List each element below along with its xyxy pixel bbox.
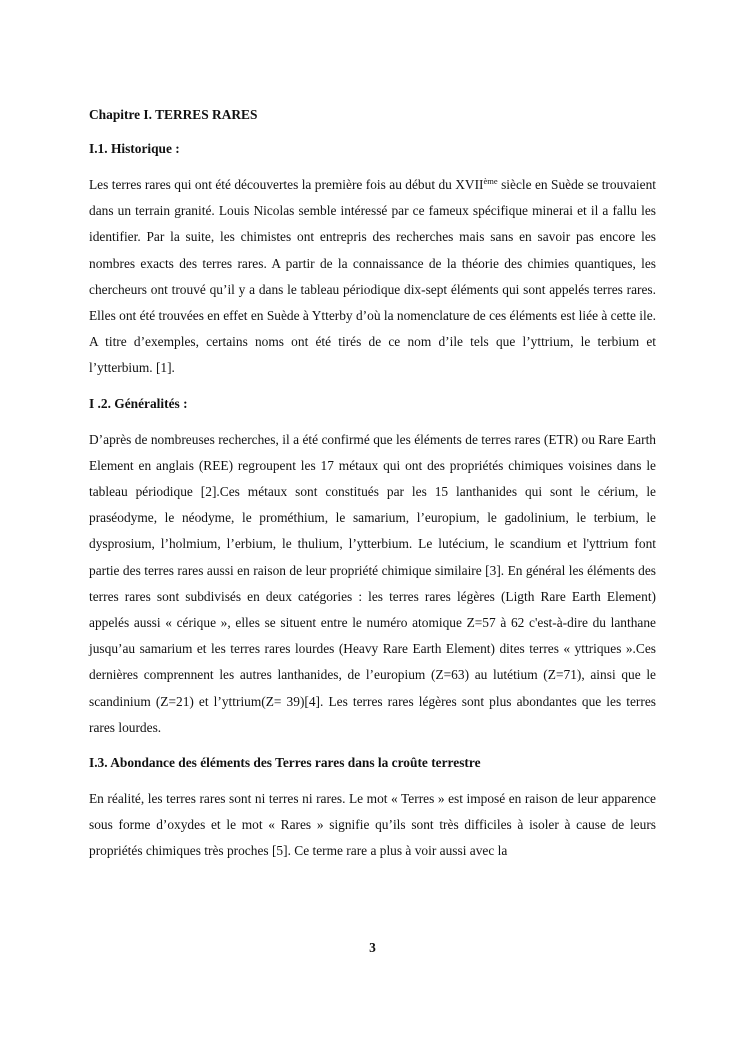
paragraph-text: siècle en Suède se trouvaient dans un terrain granité. Louis Nicolas semble intéressé par ce fameux spécifique minerai et il a fallu les identifier. Par la suite, les chimistes ont entrepris des recherches mais sans en savoir pas encore les nombres exacts des terres rares. A partir de la connaissance de la théorie des chimies quantiques, les chercheurs ont trouvé qu’il y a dans le tableau périodique dix-sept éléments qui sont appelés terres rares. Elles ont été trouvées en effet en Suède à Ytterby d’où la nomenclature de ces éléments est liée à cette ile. A titre d’exemples, certains noms ont été tirés de ce nom d’ile tels que l’yttrium, le terbium et l’ytterbium. [1]. (89, 177, 657, 376)
section-title-historique: I.1. Historique : (89, 141, 180, 156)
section-title-generalites: I .2. Généralités : (89, 395, 188, 411)
paragraph-historique (89, 172, 656, 382)
paragraph-generalites: D’après de nombreuses recherches, il a été confirmé que les éléments de terres rares (ETR) ou Rare Earth Element en anglais (REE) regroupent les 17 métaux qui ont des propriétés chimiques voisines dans le tableau périodique [2].Ces métaux sont constitués par les 15 lanthanides qui sont le cérium, le praséodyme, le néodyme, le prométhium, le samarium, l’europium, le gadolinium, le terbium, le dysprosium, l’holmium, l’erbium, le thulium, l’ytterbium. Le lutécium, le scandium et l'yttrium font partie des terres rares aussi en raison de leur propriété chimique similaire [3]. En général les éléments des terres rares sont subdivisés en deux catégories : les terres rares légères (Ligth Rare Earth Element) appelés aussi « cérique », elles se situent entre le numéro atomique Z=57 à 62 c'est-à-dire du lanthane jusqu’au samarium et les terres rares lourdes (Heavy Rare Earth Element) dites terres « yttriques ».Ces dernières comprennent les autres lanthanides, de l’europium (Z=63) au lutétium (Z=71), ainsi que le scandinium (Z=21) et l’yttrium(Z= 39)[4]. Les terres rares légères sont plus abondantes que les terres rares lourdes. (89, 431, 656, 735)
page-number: 3 (369, 940, 376, 955)
paragraph-text: Les terres rares qui ont été découvertes la première fois au début du XVII (89, 177, 484, 192)
chapter-title: Chapitre I. TERRES RARES (89, 107, 258, 122)
superscript: ème (483, 176, 498, 186)
page-content (89, 105, 656, 877)
paragraph-abondance: En réalité, les terres rares sont ni terres ni rares. Le mot « Terres » est imposé en raison de leur apparence sous forme d’oxydes et le mot « Rares » signifie qu’ils sont très difficiles à isoler à cause de leurs propriétés chimiques très proches [5]. Ce terme rare a plus à voir aussi avec la (89, 791, 656, 859)
section-title-abondance: I.3. Abondance des éléments des Terres rares dans la croûte terrestre (89, 755, 481, 771)
